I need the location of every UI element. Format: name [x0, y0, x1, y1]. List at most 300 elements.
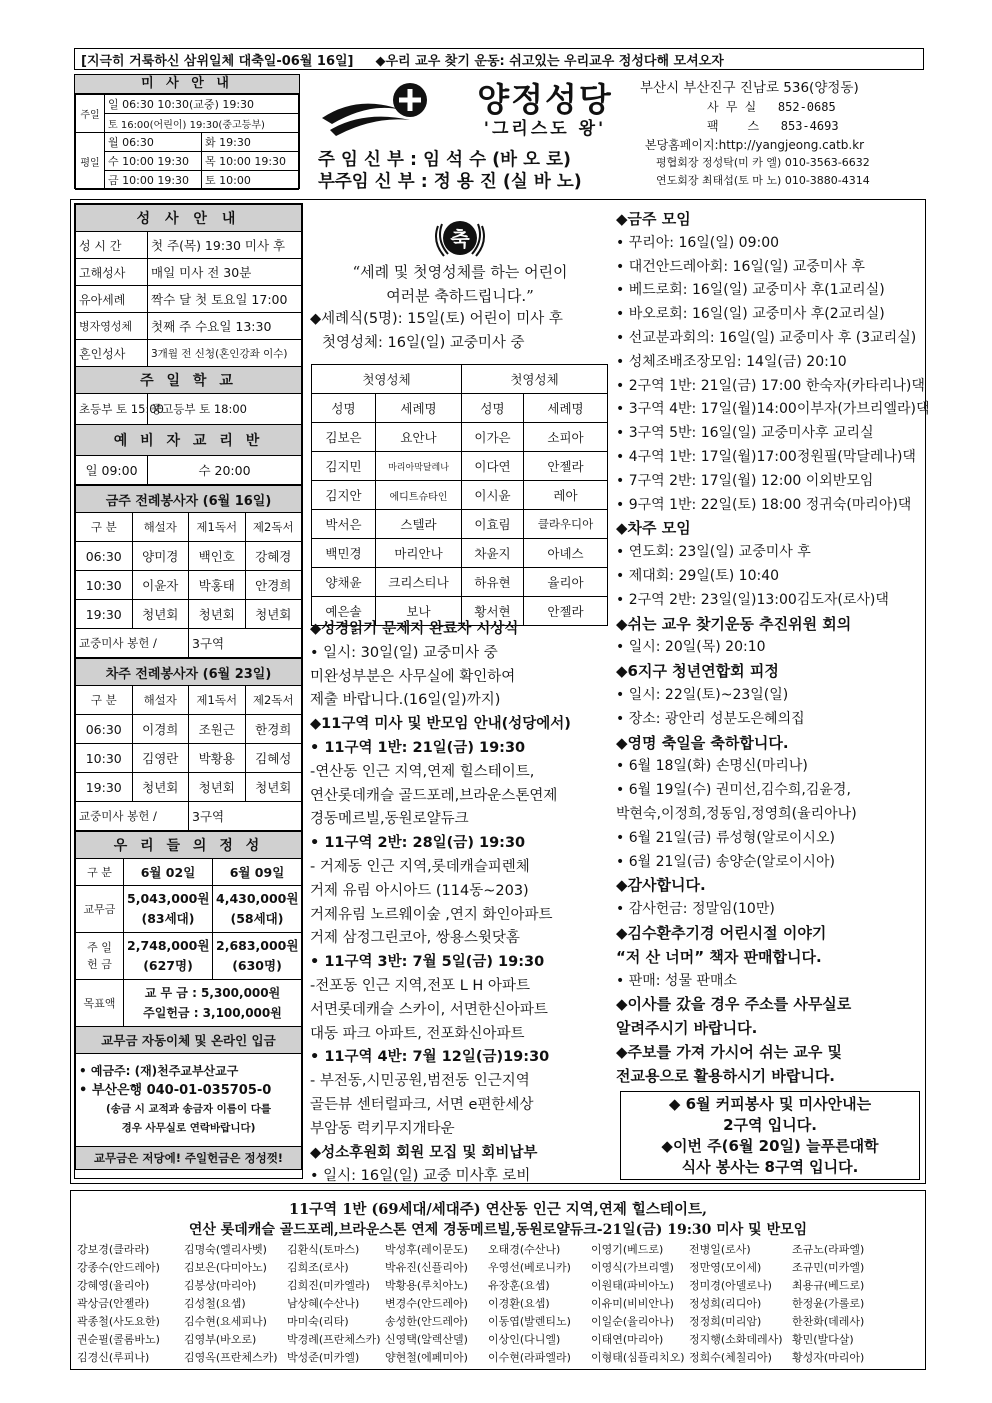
member-name: 마미숙(리타)	[287, 1315, 349, 1328]
communion-group-header: 첫영성체	[312, 365, 462, 394]
goal-line: 교 무 금 : 5,300,000원	[144, 986, 281, 1000]
offerings-amount	[124, 886, 213, 933]
member-name: 우영선(베로니카)	[488, 1261, 571, 1274]
middle-notice-line: 연산롯데캐슬 골드포레,브라운스톤연제	[310, 787, 558, 804]
member-name: 오태경(수산나)	[488, 1243, 561, 1256]
offerings-amount	[124, 933, 213, 980]
bank-account: • 부산은행 040-01-035705-0	[79, 1083, 272, 1098]
servers-cell: 19:30	[76, 600, 133, 629]
member-name: 정미경(아델로나)	[689, 1279, 772, 1292]
sunday-school-youth: 중고등부 토 18:00	[148, 394, 302, 425]
baptism-line: ◆세례식(5명): 15일(토) 어린이 미사 후	[310, 311, 563, 327]
communion-cell: 김지민	[312, 452, 376, 481]
servers-cell: 청년회	[245, 773, 302, 802]
right-notice-line: ◆김수환추기경 어린시절 이야기	[616, 923, 827, 942]
servers-cell: 한경희	[245, 715, 302, 744]
servers-cell: 10:30	[76, 744, 133, 773]
offerings-amount	[213, 886, 302, 933]
communion-cell: 보나	[376, 597, 462, 626]
parish-address: 부산시 부산진구 진남로 536(양정동)	[640, 80, 859, 96]
mass-info-box	[74, 74, 300, 189]
member-name: 강종수(안드레아)	[77, 1261, 160, 1274]
communion-header: 세례명	[376, 394, 462, 423]
member-name: 박성후(레이문도)	[385, 1243, 468, 1256]
servers-cell: 10:30	[76, 571, 133, 600]
weekday-cell: 토 10:00	[202, 171, 299, 190]
first-communion-line: 첫영성체: 16일(일) 교중미사 중	[322, 335, 525, 351]
middle-notice-line: 거제 유림 아시아드 (114동~203)	[310, 882, 529, 899]
member-row	[77, 1313, 925, 1331]
servers-cell: 청년회	[245, 600, 302, 629]
communion-cell: 레아	[524, 481, 608, 510]
goal-label: 목표액	[76, 980, 124, 1027]
sacrament-name: 고해성사	[76, 259, 148, 286]
amount-value: 2,748,000원	[127, 938, 210, 953]
sacrament-time: 3개월 전 신청(혼인강좌 이수)	[148, 340, 302, 367]
right-notice-line: 전교용으로 활용하시기 바랍니다.	[616, 1066, 836, 1085]
communion-cell: 소피아	[524, 423, 608, 452]
communion-cell: 스텔라	[376, 510, 462, 539]
right-notices	[616, 208, 930, 1088]
member-name: 정지행(소화데레사)	[689, 1333, 783, 1346]
right-notice-line: 박현숙,이정희,정동임,정영희(율리아나)	[616, 805, 857, 822]
middle-notice-line: 골든뷰 센터럴파크, 서면 e편한세상	[310, 1096, 534, 1113]
middle-notice-line: ◆성소후원회 회원 모집 및 회비납부	[310, 1144, 538, 1161]
notice-line: 2구역 입니다.	[723, 1116, 817, 1134]
communion-cell: 마리안나	[376, 539, 462, 568]
bottom-section	[70, 1190, 926, 1370]
servers-header: 제2독서	[245, 686, 302, 715]
member-name: 황민(발다살)	[792, 1333, 854, 1346]
communion-cell: 안젤라	[524, 597, 608, 626]
communion-cell: 박서은	[312, 510, 376, 539]
sacrament-time: 매일 미사 전 30분	[148, 259, 302, 286]
right-notice-line: • 장소: 광안리 성분도은혜의집	[616, 710, 805, 727]
offerings-header: 6월 02일	[124, 859, 213, 886]
middle-notice-line: • 11구역 2반: 28일(금) 19:30	[310, 835, 526, 852]
communion-cell: 하유현	[462, 568, 524, 597]
fax-number: 팩 스 853-4693	[707, 119, 839, 133]
communion-header: 성명	[312, 394, 376, 423]
member-name: 정성희(리디아)	[689, 1297, 762, 1310]
bottom-title-2: 연산 롯데캐슬 골드포레,브라운스톤 연제 경동메르빌,동원로얄듀크-21일(금) 19:30 미사 및 반모임	[188, 1222, 808, 1238]
communion-row	[312, 510, 608, 539]
communion-cell: 황서현	[462, 597, 524, 626]
member-name: 정만영(모이세)	[689, 1261, 762, 1274]
servers-next-week-title: 차주 전례봉사자 (6월 23일)	[76, 659, 302, 686]
weekday-cell: 화 19:30	[202, 133, 299, 152]
member-name: 유장훈(요셉)	[488, 1279, 550, 1292]
member-name: 남상혜(수산나)	[287, 1297, 360, 1310]
council-president: 평협회장 정성탁(미 카 엘) 010-3563-6632	[656, 156, 870, 169]
member-name: 김희조(로사)	[287, 1261, 349, 1274]
member-name: 황성자(마리아)	[792, 1351, 865, 1364]
transfer-note: 경우 사무실로 연락바랍니다)	[121, 1122, 256, 1134]
right-notice-line: • 6월 18일(화) 손명신(마리나)	[616, 758, 808, 775]
member-name: 전병일(로사)	[689, 1243, 751, 1256]
communion-row	[312, 452, 608, 481]
communion-cell: 안젤라	[524, 452, 608, 481]
middle-notice-line: • 11구역 1반: 21일(금) 19:30	[310, 739, 526, 756]
member-name: 권순필(콜롬바노)	[77, 1333, 160, 1346]
member-name: 양현철(에페미아)	[385, 1351, 468, 1364]
right-notice-line: ◆주보를 가져 가시어 쉬는 교우 및	[616, 1042, 843, 1061]
member-name: 김경신(루피나)	[77, 1351, 150, 1364]
sacrament-name: 성 시 간	[76, 232, 148, 259]
member-name: 한정윤(가롤로)	[792, 1297, 865, 1310]
member-name: 최용규(베드로)	[792, 1279, 865, 1292]
offering-label: 교중미사 봉헌 /	[76, 802, 189, 831]
member-name: 박유진(신플리아)	[385, 1261, 468, 1274]
servers-cell: 조원근	[189, 715, 246, 744]
notice-line: ◆이번 주(6월 20일) 늘푸른대학	[661, 1137, 879, 1155]
middle-notice-line: 제출 바랍니다.(16일(일)까지)	[310, 692, 501, 709]
right-notice-line: • 7구역 2반: 17일(월) 12:00 이외반모임	[616, 472, 874, 489]
middle-notice-line: 미완성부분은 사무실에 확인하여	[310, 668, 516, 685]
member-name: 이일순(율리아나)	[591, 1315, 674, 1328]
servers-cell: 안경희	[245, 571, 302, 600]
banner-campaign: ◆우리 교우 찾기 운동: 쉬고있는 우리교우 정성다해 모셔오자	[375, 53, 724, 69]
communion-cell: 율리아	[524, 568, 608, 597]
parish-subtitle: '그리스도 왕'	[483, 119, 607, 139]
right-notice-line: ◆쉬는 교우 찾기운동 추진위원 회의	[616, 614, 852, 633]
parish-logo-icon	[318, 80, 438, 142]
right-notice-line: ◆이사를 갔을 경우 주소를 사무실로	[616, 995, 852, 1014]
right-notice-line: • 3구역 5반: 16일(일) 교중미사후 교리실	[616, 425, 874, 442]
member-name: 박성준(미카엘)	[287, 1351, 360, 1364]
elder-president: 연도회장 최태섭(토 마 노) 010-3880-4314	[656, 174, 870, 187]
communion-cell: 에디트슈타인	[376, 481, 462, 510]
communion-cell: 차윤지	[462, 539, 524, 568]
middle-notice-line: • 일시: 30일(일) 교중미사 중	[310, 644, 498, 661]
right-notice-line: ◆금주 모임	[616, 210, 691, 228]
congratulations-badge-icon	[430, 212, 490, 264]
congratulations-line: “세례 및 첫영성체를 하는 어린이	[352, 263, 568, 281]
middle-notice-line: • 일시: 16일(일) 교중 미사후 로비	[310, 1168, 531, 1185]
member-name: 정정희(미리암)	[689, 1315, 762, 1328]
parish-name: 양정성당	[477, 80, 613, 119]
transfer-note: (송금 시 교적과 송금자 이름이 다를	[105, 1103, 272, 1115]
servers-header: 구 분	[76, 686, 133, 715]
member-name: 신영택(알렉산델)	[385, 1333, 468, 1346]
weekday-cell: 금 10:00 19:30	[105, 171, 202, 190]
member-name-grid	[77, 1241, 925, 1367]
right-notice-line: • 꾸리아: 16일(일) 09:00	[616, 234, 780, 251]
right-notice-line: • 제대회: 29일(토) 10:40	[616, 567, 780, 584]
servers-cell: 백인호	[189, 542, 246, 571]
servers-cell: 박홍태	[189, 571, 246, 600]
communion-header: 세례명	[524, 394, 608, 423]
middle-notice-line: ◆11구역 미사 및 반모임 안내(성당에서)	[310, 716, 571, 733]
communion-cell: 이다연	[462, 452, 524, 481]
member-row	[77, 1331, 925, 1349]
member-name: 김명숙(엘리사벳)	[184, 1243, 267, 1256]
weekday-label: 평일	[76, 133, 105, 190]
servers-cell: 박황용	[189, 744, 246, 773]
servers-cell: 06:30	[76, 715, 133, 744]
member-name: 강보경(클라라)	[77, 1243, 150, 1256]
communion-cell: 김지안	[312, 481, 376, 510]
bottom-title-1: 11구역 1반 (69세대/세대주) 연산동 인근 지역,연제 힐스테이트,	[289, 1201, 707, 1218]
offerings-row-label: 주 일 헌 금	[76, 933, 124, 980]
servers-next-week-table	[75, 658, 302, 831]
right-notice-line: • 일시: 22일(토)~23일(일)	[616, 686, 789, 703]
right-notice-line: • 일시: 20일(목) 20:10	[616, 639, 766, 656]
service-notice-box	[620, 1091, 920, 1180]
offerings-row-label: 교무금	[76, 886, 124, 933]
communion-row	[312, 423, 608, 452]
right-notice-line: • 성체조배조장모임: 14일(금) 20:10	[616, 353, 847, 370]
communion-group-header: 첫영성체	[462, 365, 608, 394]
right-notice-line: • 6월 21일(금) 송양순(알로이시아)	[616, 853, 835, 870]
communion-row	[312, 481, 608, 510]
assistant-pastor-line: 부주임 신 부 : 정 용 진 (실 바 노)	[318, 172, 582, 192]
first-communion-table	[311, 364, 608, 626]
servers-cell: 청년회	[132, 773, 189, 802]
catechumen-title: 예 비 자 교 리 반	[76, 425, 302, 456]
servers-header: 제1독서	[189, 686, 246, 715]
mass-info-table	[75, 94, 299, 190]
right-notice-line: • 4구역 1반: 17일(월)17:00정원필(막달레나)댁	[616, 448, 916, 465]
member-name: 이형태(심플리치오)	[591, 1351, 685, 1364]
communion-cell: 마리아막달레나	[376, 452, 462, 481]
middle-notice-line: - 거제동 인근 지역,롯데캐슬피렌체	[310, 858, 530, 875]
account-holder: • 예금주: (재)천주교부산교구	[79, 1064, 239, 1078]
goal-values	[124, 980, 302, 1027]
member-row	[77, 1259, 925, 1277]
sacrament-title: 성 사 안 내	[76, 205, 302, 232]
servers-cell: 청년회	[189, 600, 246, 629]
member-name: 김환식(토마스)	[287, 1243, 360, 1256]
servers-cell: 청년회	[132, 600, 189, 629]
member-name: 조규민(미카엘)	[792, 1261, 865, 1274]
weekday-cell: 월 06:30	[105, 133, 202, 152]
amount-value: 2,683,000원	[216, 938, 299, 953]
servers-cell: 이경희	[132, 715, 189, 744]
offering-value: 3구역	[189, 802, 302, 831]
notice-line: 식사 봉사는 8구역 입니다.	[681, 1158, 859, 1176]
amount-count: (83세대)	[141, 911, 195, 926]
member-row	[77, 1349, 925, 1367]
middle-notice-line: -전포동 인근 지역,전포 L H 아파트	[310, 977, 530, 994]
notice-line: ◆ 6월 커피봉사 및 미사안내는	[668, 1095, 872, 1113]
sacrament-name: 병자영성체	[76, 313, 148, 340]
member-name: 이태연(마리아)	[591, 1333, 664, 1346]
amount-count: (58세대)	[230, 911, 284, 926]
servers-cell: 김혜성	[245, 744, 302, 773]
right-notice-line: • 대건안드레아회: 16일(일) 교중미사 후	[616, 258, 865, 275]
middle-notice-line: ◆성경읽기 문제지 완료자 시상식	[310, 621, 519, 637]
servers-header: 제2독서	[245, 513, 302, 542]
sunday-school-elementary: 초등부 토 15:00	[76, 394, 148, 425]
communion-cell: 이가은	[462, 423, 524, 452]
member-name: 박경례(프란체스카)	[287, 1333, 381, 1346]
member-name: 조규노(라파엘)	[792, 1243, 865, 1256]
congratulations-badge-text: 축	[450, 227, 470, 251]
middle-notice-line: 부암동 럭키무지개타운	[310, 1120, 455, 1137]
middle-notice-line: 거제유림 노르웨이숲 ,연지 화인아파트	[310, 906, 553, 923]
communion-rows	[312, 423, 608, 626]
weekday-cell: 목 10:00 19:30	[202, 152, 299, 171]
right-notice-line: • 감사헌금: 정말임(10만)	[616, 901, 775, 918]
communion-row	[312, 539, 608, 568]
member-row	[77, 1241, 925, 1259]
right-notice-line: 알려주시기 바랍니다.	[616, 1019, 758, 1038]
congratulations-line: 여러분 축하드립니다.”	[386, 287, 534, 305]
right-notice-line: • 6월 21일(금) 류성형(알로이시오)	[616, 829, 835, 846]
communion-cell: 예은솔	[312, 597, 376, 626]
right-notice-line: ◆6지구 청년연합회 피정	[616, 662, 779, 681]
auto-transfer-info	[76, 1054, 302, 1147]
servers-cell: 06:30	[76, 542, 133, 571]
offerings-header: 구 분	[76, 859, 124, 886]
right-notice-line: • 베드로회: 16일(일) 교중미사 후(1교리실)	[616, 282, 885, 299]
top-banner	[74, 48, 924, 70]
member-name: 이수현(라파엘라)	[488, 1351, 571, 1364]
member-name: 김영옥(프란체스카)	[184, 1351, 278, 1364]
sacrament-time: 짝수 달 첫 토요일 17:00	[148, 286, 302, 313]
communion-cell: 백민경	[312, 539, 376, 568]
left-column	[74, 203, 303, 1179]
amount-count: (630명)	[232, 958, 282, 973]
amount-count: (627명)	[143, 958, 193, 973]
servers-this-week-table	[75, 485, 302, 658]
right-notice-line: • 3구역 4반: 17일(월)14:00이부자(가브리엘라)댁	[616, 401, 930, 418]
homepage-link[interactable]: 본당홈페이지:http://yangjeong.catb.kr	[645, 138, 865, 152]
amount-value: 4,430,000원	[216, 891, 299, 906]
offerings-amount	[213, 933, 302, 980]
member-name: 송성한(안드레아)	[385, 1315, 468, 1328]
communion-cell: 이시윤	[462, 481, 524, 510]
member-name: 이원태(파비아노)	[591, 1279, 674, 1292]
sunday-row-1: 일 06:30 10:30(교중) 19:30	[105, 95, 299, 114]
offering-value: 3구역	[189, 629, 302, 658]
communion-row	[312, 568, 608, 597]
sacrament-time: 첫 주(목) 19:30 미사 후	[148, 232, 302, 259]
middle-notice-line: 경동메르빌,동원로얄듀크	[310, 811, 469, 828]
member-name: 이동엽(발렌티노)	[488, 1315, 571, 1328]
member-name: 김보은(다미아노)	[184, 1261, 267, 1274]
servers-header: 해설자	[132, 686, 189, 715]
member-name: 이영식(가브리엘)	[591, 1261, 674, 1274]
servers-cell: 19:30	[76, 773, 133, 802]
middle-notice-line: • 11구역 4반: 7월 12일(금)19:30	[310, 1049, 550, 1066]
member-name: 이영기(베드로)	[591, 1243, 664, 1256]
weekday-cell: 수 10:00 19:30	[105, 152, 202, 171]
member-name: 김희진(미카엘라)	[287, 1279, 370, 1292]
office-phone: 사 무 실 852-0685	[707, 100, 836, 114]
member-name: 정희수(체칠리아)	[689, 1351, 772, 1364]
right-notice-line: • 2구역 2반: 23일(일)13:00김도자(로사)댁	[616, 591, 889, 608]
goal-line: 주일헌금 : 3,100,000원	[143, 1006, 282, 1020]
right-notice-line: • 연도회: 23일(일) 교중미사 후	[616, 544, 811, 561]
right-notice-line: “저 산 너머” 책자 판매합니다.	[616, 947, 822, 966]
right-notice-line: • 9구역 1반: 22일(토) 18:00 정귀숙(마리아)댁	[616, 496, 912, 513]
catechumen-wednesday: 수 20:00	[148, 456, 302, 485]
offerings-table	[75, 831, 302, 1170]
servers-cell: 이윤자	[132, 571, 189, 600]
mass-info-title: 미 사 안 내	[75, 75, 299, 94]
communion-cell: 이효림	[462, 510, 524, 539]
servers-cell: 청년회	[189, 773, 246, 802]
member-name: 한찬화(데레사)	[792, 1315, 865, 1328]
member-row	[77, 1277, 925, 1295]
communion-cell: 김보은	[312, 423, 376, 452]
member-name: 곽상금(안젤라)	[77, 1297, 150, 1310]
amount-value: 5,043,000원	[127, 891, 210, 906]
auto-transfer-title: 교무금 자동이체 및 온라인 입금	[76, 1027, 302, 1054]
offerings-title: 우 리 들 의 정 성	[76, 832, 302, 859]
communion-cell: 클라우디아	[524, 510, 608, 539]
communion-cell: 요안나	[376, 423, 462, 452]
banner-feast: [지극히 거룩하신 삼위일체 대축일-06월 16일]	[81, 53, 354, 69]
middle-notice-line: 서면롯데캐슬 스카이, 서면한신아파트	[310, 1001, 548, 1018]
member-name: 변경수(안드레아)	[385, 1297, 468, 1310]
right-notice-line: • 2구역 1반: 21일(금) 17:00 한숙자(카타리나)댁	[616, 377, 925, 394]
congratulations-message	[310, 260, 610, 308]
member-name: 곽종철(사도요한)	[77, 1315, 160, 1328]
servers-this-week-title: 금주 전례봉사자 (6월 16일)	[76, 486, 302, 513]
member-row	[77, 1295, 925, 1313]
member-name: 이유미(비비안나)	[591, 1297, 674, 1310]
right-notice-line: • 바오로회: 16일(일) 교중미사 후(2교리실)	[616, 306, 885, 323]
servers-cell: 강혜경	[245, 542, 302, 571]
communion-cell: 크리스티나	[376, 568, 462, 597]
right-notice-line: ◆감사합니다.	[616, 876, 706, 895]
servers-cell: 김영란	[132, 744, 189, 773]
offerings-header: 6월 09일	[213, 859, 302, 886]
sacrament-time: 첫째 주 수요일 13:30	[148, 313, 302, 340]
right-notice-line: • 선교분과회의: 16일(일) 교중미사 후 (3교리실)	[616, 329, 917, 346]
offering-label: 교중미사 봉헌 /	[76, 629, 189, 658]
member-name: 박황용(루치아노)	[385, 1279, 468, 1292]
sunday-school-title: 주 일 학 교	[76, 367, 302, 394]
sacrament-name: 유아세례	[76, 286, 148, 313]
member-name: 강혜영(율리아)	[77, 1279, 150, 1292]
member-name: 김영부(바오로)	[184, 1333, 257, 1346]
middle-notices	[310, 618, 615, 1189]
right-notice-line: • 6월 19일(수) 권미선,김수희,김윤경,	[616, 782, 851, 799]
sacrament-name: 혼인성사	[76, 340, 148, 367]
pastor-line: 주 임 신 부 : 임 석 수 (바 오 로)	[318, 150, 571, 170]
middle-notice-line: • 11구역 3반: 7월 5일(금) 19:30	[310, 954, 545, 971]
member-name: 이경환(요셉)	[488, 1297, 550, 1310]
communion-cell: 양채윤	[312, 568, 376, 597]
right-notice-line: ◆차주 모임	[616, 519, 691, 538]
right-notice-line: • 판매: 성물 판매소	[616, 972, 737, 989]
member-name: 김성철(요셉)	[184, 1297, 246, 1310]
servers-header: 해설자	[132, 513, 189, 542]
member-name: 김봉상(마리아)	[184, 1279, 257, 1292]
communion-cell: 아녜스	[524, 539, 608, 568]
member-name: 김수현(요세피나)	[184, 1315, 267, 1328]
member-name: 이상인(다니엘)	[488, 1333, 561, 1346]
right-notice-line: ◆영명 축일을 축하합니다.	[616, 733, 789, 752]
sacrament-table	[75, 204, 302, 485]
middle-notice-line: 대동 파크 아파트, 전포화신아파트	[310, 1025, 525, 1042]
sunday-row-2: 토 16:00(어린이) 19:30(중고등부)	[105, 114, 299, 133]
sunday-label: 주일	[76, 95, 105, 133]
communion-header: 성명	[462, 394, 524, 423]
servers-cell: 양미경	[132, 542, 189, 571]
servers-header: 구 분	[76, 513, 133, 542]
middle-notice-line: -연산동 인근 지역,연제 힐스테이트,	[310, 763, 535, 780]
servers-header: 제1독서	[189, 513, 246, 542]
catechumen-sunday: 일 09:00	[76, 456, 148, 485]
middle-notice-line: - 부전동,시민공원,범전동 인근지역	[310, 1073, 530, 1090]
middle-notice-line: 거제 삼정그린코아, 쌍용스윗닷홈	[310, 930, 520, 947]
offering-slogan: 교무금은 저당에! 주일헌금은 정성껏!	[76, 1147, 302, 1170]
